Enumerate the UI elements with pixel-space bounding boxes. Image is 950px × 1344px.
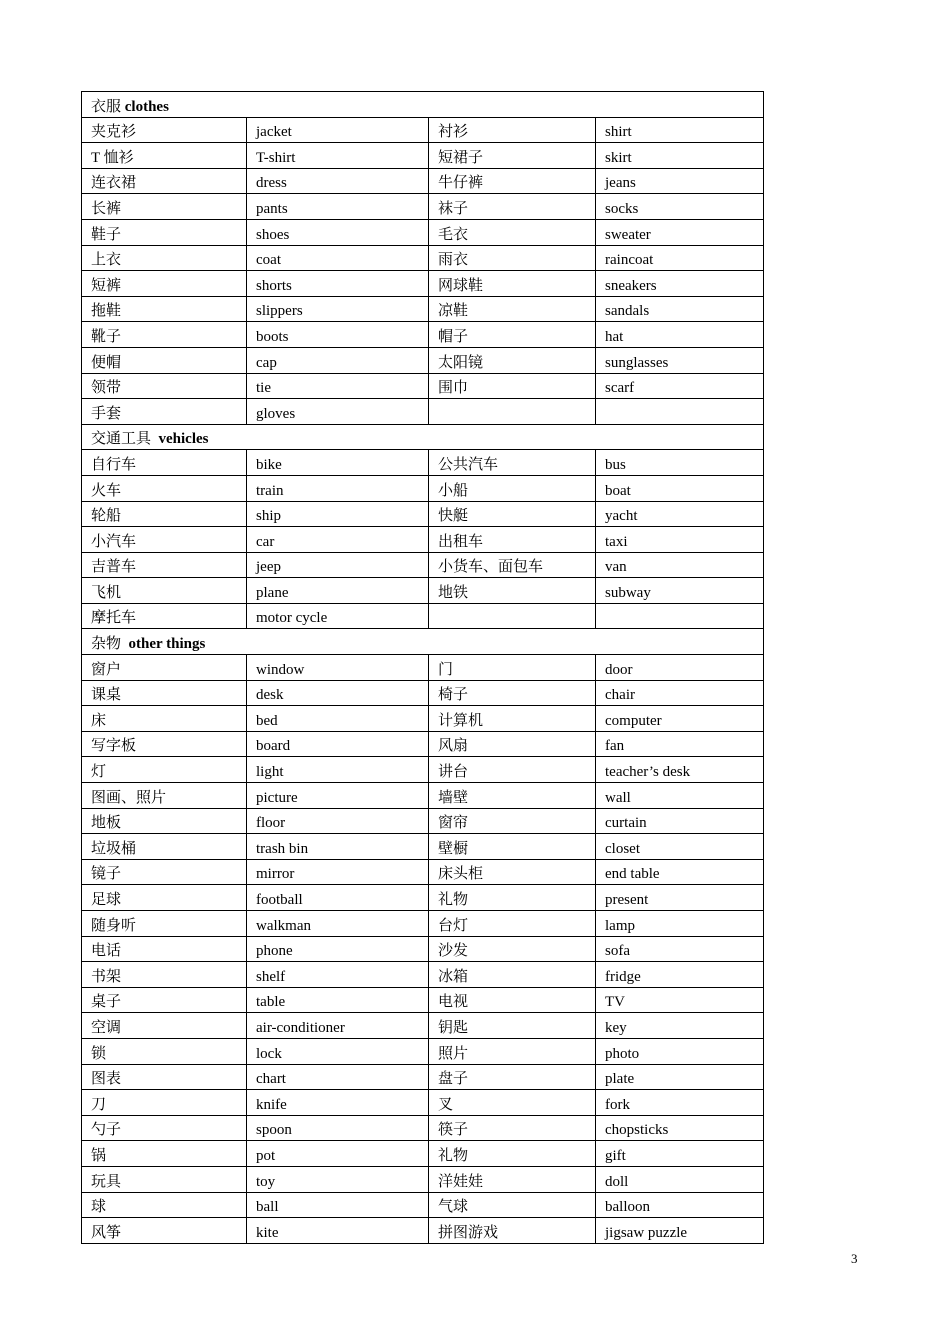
english-term-cell: bed — [247, 706, 429, 732]
english-term-cell: dress — [247, 168, 429, 194]
chinese-term-cell: 吉普车 — [82, 552, 247, 578]
english-term-cell: end table — [596, 859, 764, 885]
chinese-term-cell: 照片 — [429, 1038, 596, 1064]
chinese-term-cell: 出租车 — [429, 527, 596, 553]
english-term-cell: motor cycle — [247, 603, 429, 629]
chinese-term-cell: 洋娃娃 — [429, 1166, 596, 1192]
chinese-term-cell: 玩具 — [82, 1166, 247, 1192]
english-term-cell: subway — [596, 578, 764, 604]
table-row — [82, 501, 764, 527]
english-term-cell: TV — [596, 987, 764, 1013]
chinese-term-cell: 图画、照片 — [82, 783, 247, 809]
chinese-term-cell: 锁 — [82, 1038, 247, 1064]
chinese-term-cell: 地板 — [82, 808, 247, 834]
english-term-cell: closet — [596, 834, 764, 860]
chinese-term-cell — [429, 603, 596, 629]
english-term-cell: bike — [247, 450, 429, 476]
chinese-term-cell: 快艇 — [429, 501, 596, 527]
chinese-term-cell: 计算机 — [429, 706, 596, 732]
chinese-term-cell: 气球 — [429, 1192, 596, 1218]
english-term-cell: slippers — [247, 296, 429, 322]
chinese-term-cell: 勺子 — [82, 1115, 247, 1141]
chinese-term-cell: 墙壁 — [429, 783, 596, 809]
section-title-english: vehicles — [158, 431, 209, 448]
english-term-cell: shirt — [596, 117, 764, 143]
chinese-term-cell: 灯 — [82, 757, 247, 783]
table-row — [82, 1090, 764, 1116]
english-term-cell: football — [247, 885, 429, 911]
table-row — [82, 322, 764, 348]
english-term-cell: spoon — [247, 1115, 429, 1141]
table-row — [82, 962, 764, 988]
english-term-cell — [596, 399, 764, 425]
chinese-term-cell: 随身听 — [82, 911, 247, 937]
chinese-term-cell: 锅 — [82, 1141, 247, 1167]
table-row — [82, 527, 764, 553]
table-row — [82, 680, 764, 706]
chinese-term-cell: 刀 — [82, 1090, 247, 1116]
chinese-term-cell: 帽子 — [429, 322, 596, 348]
english-term-cell: air-conditioner — [247, 1013, 429, 1039]
table-row — [82, 936, 764, 962]
chinese-term-cell: 自行车 — [82, 450, 247, 476]
english-term-cell: shorts — [247, 271, 429, 297]
chinese-term-cell: 写字板 — [82, 731, 247, 757]
chinese-term-cell: 雨衣 — [429, 245, 596, 271]
english-term-cell: doll — [596, 1166, 764, 1192]
chinese-term-cell: T 恤衫 — [82, 143, 247, 169]
english-term-cell: jigsaw puzzle — [596, 1218, 764, 1244]
chinese-term-cell: 地铁 — [429, 578, 596, 604]
chinese-term-cell: 夹克衫 — [82, 117, 247, 143]
chinese-term-cell: 小汽车 — [82, 527, 247, 553]
chinese-term-cell: 袜子 — [429, 194, 596, 220]
section-title-separator — [151, 431, 159, 447]
chinese-term-cell — [429, 399, 596, 425]
chinese-term-cell: 盘子 — [429, 1064, 596, 1090]
chinese-term-cell: 筷子 — [429, 1115, 596, 1141]
chinese-term-cell: 礼物 — [429, 1141, 596, 1167]
english-term-cell: lock — [247, 1038, 429, 1064]
table-row — [82, 731, 764, 757]
chinese-term-cell: 凉鞋 — [429, 296, 596, 322]
english-term-cell: present — [596, 885, 764, 911]
table-row — [82, 885, 764, 911]
chinese-term-cell: 风扇 — [429, 731, 596, 757]
table-row — [82, 475, 764, 501]
chinese-term-cell: 椅子 — [429, 680, 596, 706]
chinese-term-cell: 床头柜 — [429, 859, 596, 885]
chinese-term-cell: 床 — [82, 706, 247, 732]
english-term-cell: pot — [247, 1141, 429, 1167]
table-row — [82, 450, 764, 476]
chinese-term-cell: 窗帘 — [429, 808, 596, 834]
section-title — [82, 629, 764, 655]
english-term-cell: sandals — [596, 296, 764, 322]
section-header-row — [82, 629, 764, 655]
chinese-term-cell: 拼图游戏 — [429, 1218, 596, 1244]
chinese-term-cell: 壁橱 — [429, 834, 596, 860]
chinese-term-cell: 足球 — [82, 885, 247, 911]
english-term-cell: balloon — [596, 1192, 764, 1218]
chinese-term-cell: 毛衣 — [429, 219, 596, 245]
english-term-cell: scarf — [596, 373, 764, 399]
table-row — [82, 987, 764, 1013]
table-row — [82, 603, 764, 629]
chinese-term-cell: 牛仔裤 — [429, 168, 596, 194]
english-term-cell: train — [247, 475, 429, 501]
chinese-term-cell: 小货车、面包车 — [429, 552, 596, 578]
english-term-cell: kite — [247, 1218, 429, 1244]
table-row — [82, 1141, 764, 1167]
english-term-cell: gift — [596, 1141, 764, 1167]
english-term-cell: photo — [596, 1038, 764, 1064]
section-title-chinese: 交通工具 — [91, 431, 152, 448]
table-row — [82, 859, 764, 885]
page-number: 3 — [851, 1251, 858, 1266]
table-row — [82, 143, 764, 169]
english-term-cell: chart — [247, 1064, 429, 1090]
chinese-term-cell: 公共汽车 — [429, 450, 596, 476]
chinese-term-cell: 连衣裙 — [82, 168, 247, 194]
chinese-term-cell: 垃圾桶 — [82, 834, 247, 860]
chinese-term-cell: 电话 — [82, 936, 247, 962]
english-term-cell: sweater — [596, 219, 764, 245]
chinese-term-cell: 围巾 — [429, 373, 596, 399]
chinese-term-cell: 飞机 — [82, 578, 247, 604]
english-term-cell: walkman — [247, 911, 429, 937]
table-row — [82, 1218, 764, 1244]
chinese-term-cell: 太阳镜 — [429, 347, 596, 373]
table-row — [82, 194, 764, 220]
english-term-cell: curtain — [596, 808, 764, 834]
english-term-cell: jeep — [247, 552, 429, 578]
english-term-cell: key — [596, 1013, 764, 1039]
table-row — [82, 296, 764, 322]
english-term-cell: boots — [247, 322, 429, 348]
english-term-cell: boat — [596, 475, 764, 501]
english-term-cell: teacher’s desk — [596, 757, 764, 783]
english-term-cell — [596, 603, 764, 629]
english-term-cell: T-shirt — [247, 143, 429, 169]
chinese-term-cell: 钥匙 — [429, 1013, 596, 1039]
english-term-cell: jacket — [247, 117, 429, 143]
chinese-term-cell: 火车 — [82, 475, 247, 501]
english-term-cell: floor — [247, 808, 429, 834]
table-row — [82, 757, 764, 783]
english-term-cell: fan — [596, 731, 764, 757]
english-term-cell: shoes — [247, 219, 429, 245]
chinese-term-cell: 镜子 — [82, 859, 247, 885]
english-term-cell: jeans — [596, 168, 764, 194]
section-title-chinese: 杂物 — [91, 636, 122, 653]
english-term-cell: coat — [247, 245, 429, 271]
chinese-term-cell: 台灯 — [429, 911, 596, 937]
table-row — [82, 373, 764, 399]
chinese-term-cell: 门 — [429, 655, 596, 681]
chinese-term-cell: 沙发 — [429, 936, 596, 962]
chinese-term-cell: 领带 — [82, 373, 247, 399]
english-term-cell: desk — [247, 680, 429, 706]
table-row — [82, 911, 764, 937]
chinese-term-cell: 摩托车 — [82, 603, 247, 629]
table-row — [82, 1038, 764, 1064]
table-row — [82, 1115, 764, 1141]
table-row — [82, 245, 764, 271]
english-term-cell: skirt — [596, 143, 764, 169]
table-row — [82, 552, 764, 578]
chinese-term-cell: 讲台 — [429, 757, 596, 783]
table-row — [82, 706, 764, 732]
english-term-cell: ball — [247, 1192, 429, 1218]
english-term-cell: bus — [596, 450, 764, 476]
english-term-cell: raincoat — [596, 245, 764, 271]
table-row — [82, 1166, 764, 1192]
english-term-cell: cap — [247, 347, 429, 373]
english-term-cell: toy — [247, 1166, 429, 1192]
section-header-row — [82, 92, 764, 118]
english-term-cell: phone — [247, 936, 429, 962]
english-term-cell: hat — [596, 322, 764, 348]
english-term-cell: van — [596, 552, 764, 578]
table-row — [82, 1013, 764, 1039]
english-term-cell: pants — [247, 194, 429, 220]
table-row — [82, 578, 764, 604]
chinese-term-cell: 窗户 — [82, 655, 247, 681]
english-term-cell: sofa — [596, 936, 764, 962]
chinese-term-cell: 手套 — [82, 399, 247, 425]
chinese-term-cell: 桌子 — [82, 987, 247, 1013]
english-term-cell: sneakers — [596, 271, 764, 297]
section-title-english: clothes — [124, 98, 169, 115]
chinese-term-cell: 课桌 — [82, 680, 247, 706]
table-row — [82, 783, 764, 809]
english-term-cell: fridge — [596, 962, 764, 988]
chinese-term-cell: 便帽 — [82, 347, 247, 373]
table-row — [82, 168, 764, 194]
chinese-term-cell: 短裙子 — [429, 143, 596, 169]
table-row — [82, 347, 764, 373]
english-term-cell: door — [596, 655, 764, 681]
chinese-term-cell: 图表 — [82, 1064, 247, 1090]
table-row — [82, 117, 764, 143]
table-row — [82, 399, 764, 425]
english-term-cell: window — [247, 655, 429, 681]
chinese-term-cell: 衬衫 — [429, 117, 596, 143]
vocabulary-table-body — [82, 92, 764, 1244]
table-row — [82, 1064, 764, 1090]
chinese-term-cell: 小船 — [429, 475, 596, 501]
table-row — [82, 655, 764, 681]
table-row — [82, 834, 764, 860]
table-row — [82, 271, 764, 297]
english-term-cell: yacht — [596, 501, 764, 527]
chinese-term-cell: 鞋子 — [82, 219, 247, 245]
english-term-cell: shelf — [247, 962, 429, 988]
english-term-cell: picture — [247, 783, 429, 809]
chinese-term-cell: 上衣 — [82, 245, 247, 271]
chinese-term-cell: 靴子 — [82, 322, 247, 348]
english-term-cell: wall — [596, 783, 764, 809]
english-term-cell: lamp — [596, 911, 764, 937]
section-title-separator — [121, 636, 129, 652]
english-term-cell: gloves — [247, 399, 429, 425]
english-term-cell: car — [247, 527, 429, 553]
chinese-term-cell: 长裤 — [82, 194, 247, 220]
english-term-cell: tie — [247, 373, 429, 399]
english-term-cell: table — [247, 987, 429, 1013]
chinese-term-cell: 风筝 — [82, 1218, 247, 1244]
english-term-cell: light — [247, 757, 429, 783]
english-term-cell: plate — [596, 1064, 764, 1090]
chinese-term-cell: 冰箱 — [429, 962, 596, 988]
table-row — [82, 219, 764, 245]
section-header-row — [82, 424, 764, 450]
english-term-cell: knife — [247, 1090, 429, 1116]
chinese-term-cell: 网球鞋 — [429, 271, 596, 297]
english-term-cell: plane — [247, 578, 429, 604]
chinese-term-cell: 礼物 — [429, 885, 596, 911]
english-term-cell: sunglasses — [596, 347, 764, 373]
chinese-term-cell: 球 — [82, 1192, 247, 1218]
english-term-cell: mirror — [247, 859, 429, 885]
chinese-term-cell: 叉 — [429, 1090, 596, 1116]
english-term-cell: trash bin — [247, 834, 429, 860]
section-title-chinese: 衣服 — [91, 98, 122, 115]
chinese-term-cell: 短裤 — [82, 271, 247, 297]
section-title-english: other things — [128, 636, 206, 653]
table-row — [82, 1192, 764, 1218]
chinese-term-cell: 书架 — [82, 962, 247, 988]
english-term-cell: chair — [596, 680, 764, 706]
chinese-term-cell: 拖鞋 — [82, 296, 247, 322]
chinese-term-cell: 轮船 — [82, 501, 247, 527]
vocabulary-table — [81, 91, 764, 1244]
english-term-cell: computer — [596, 706, 764, 732]
section-title — [82, 92, 764, 118]
english-term-cell: fork — [596, 1090, 764, 1116]
chinese-term-cell: 电视 — [429, 987, 596, 1013]
english-term-cell: ship — [247, 501, 429, 527]
english-term-cell: socks — [596, 194, 764, 220]
section-title — [82, 424, 764, 450]
chinese-term-cell: 空调 — [82, 1013, 247, 1039]
english-term-cell: taxi — [596, 527, 764, 553]
english-term-cell: chopsticks — [596, 1115, 764, 1141]
table-row — [82, 808, 764, 834]
english-term-cell: board — [247, 731, 429, 757]
